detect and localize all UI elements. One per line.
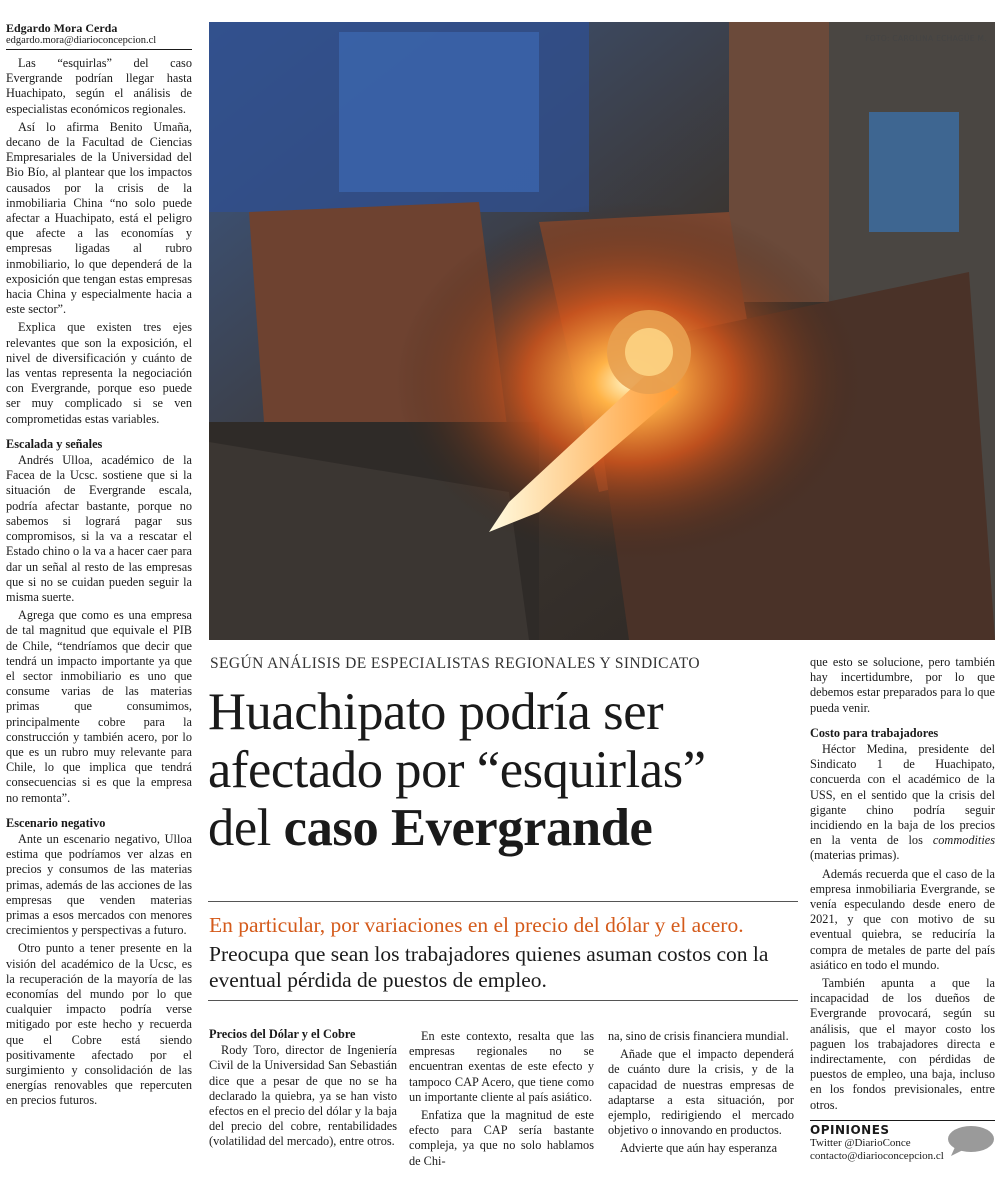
headline — [208, 683, 798, 857]
divider — [208, 901, 798, 902]
steel-mill-photo — [209, 22, 995, 640]
headline-line-3: del — [208, 799, 284, 857]
divider — [208, 1000, 798, 1001]
paragraph: Enfatiza que la magnitud de este efecto para CAP sería bastante compleja, ya que no solo hablamos de Chi- — [409, 1108, 594, 1168]
paragraph: También apunta a que la incapacidad de los dueños de Evergrande provocará, según su análisis, que el mayor costo los paguen los trabajadores directa e indirectamente, con pérdidas de puestos de empleo, una baja, incluso en los fondos previsionales, entre otros. — [810, 976, 995, 1112]
left-article-column — [6, 21, 192, 1112]
opinions-box — [810, 1120, 995, 1163]
opinions-twitter[interactable]: Twitter @DiarioConce — [810, 1137, 911, 1149]
paragraph: En este contexto, resalta que las empresas regionales no se encuentran exentas de este efecto y tampoco CAP Acero, que tiene como un importante cliente al país asiático. — [409, 1029, 594, 1104]
bottom-column-2 — [409, 1029, 594, 1172]
photo-credit: FOTO: CAROLINA ECHAGÜE M. — [865, 34, 987, 43]
bottom-column-3 — [608, 1029, 794, 1160]
paragraph: Explica que existen tres ejes relevantes que son la exposición, el nivel de diversificación y cuánto de las ventas representa la negociación con Evergrande, porque eso puede ser muy complicado si se ven comprometidas estas variables. — [6, 320, 192, 426]
paragraph-text: (materias primas). — [810, 848, 900, 863]
kicker: SEGÚN ANÁLISIS DE ESPECIALISTAS REGIONALES Y SINDICATO — [210, 655, 700, 672]
section-heading: Escalada y señales — [6, 436, 103, 451]
subhead-text: Preocupa que sean los trabajadores quienes asuman costos con la eventual pérdida de puestos de empleo. — [209, 942, 769, 992]
section-heading: Costo para trabajadores — [810, 725, 939, 740]
author-email[interactable]: edgardo.mora@diarioconcepcion.cl — [6, 35, 192, 50]
paragraph: Además recuerda que el caso de la empresa inmobiliaria Evergrande, se venía especulando desde enero de 2021, y que con motivo de su eventual quiebra, se reduciría la compra de metales de parte del país asiático en todo el mundo. — [810, 866, 995, 972]
paragraph: que esto se solucione, pero también hay incertidumbre, por lo que debemos estar preparados para lo que pueda venir. — [810, 655, 995, 715]
subhead-highlight: En particular, por variaciones en el precio del dólar y el acero. — [209, 913, 744, 937]
paragraph: Rody Toro, director de Ingeniería Civil de la Universidad San Sebastián dice que a pesar de que no se ha declarado la quiebra, ya se han visto efectos en el precio del dólar y la baja del precio del cobre, rentabilidades (volatilidad del mercado), entre otros. — [209, 1043, 397, 1149]
opinions-title: OPINIONES — [810, 1123, 890, 1137]
paragraph: Las “esquirlas” del caso Evergrande podrían llegar hasta Huachipato, según el análisis de especialistas económicos regionales. — [6, 56, 192, 116]
section-heading: Precios del Dólar y el Cobre — [209, 1027, 356, 1041]
paragraph: Andrés Ulloa, académico de la Facea de la Ucsc. sostiene que si la situación de Evergrande escala, podría afectar bastante, porque no sabemos si logrará pagar sus compromisos, si la va a rescatar el Estado chino o la va a hacer caer para dar un señal al resto de las empresas que si no se cuidan pueden seguir la misma suerte. — [6, 453, 192, 604]
headline-line-1: Huachipato podría ser — [208, 683, 664, 741]
bottom-column-1 — [209, 1027, 397, 1153]
author-name: Edgardo Mora Cerda — [6, 21, 118, 35]
paragraph: Advierte que aún hay esperanza — [620, 1141, 778, 1156]
opinions-email[interactable]: contacto@diarioconcepcion.cl — [810, 1150, 944, 1162]
speech-bubble-icon — [947, 1125, 995, 1157]
paragraph: Agrega que como es una empresa de tal magnitud que equivale el PIB de Chile, “tendríamos que decir que tendrá un impacto importante ya que el sector inmobiliario es uno que consume varias de las materias primas que consumimos, principalmente cobre para la construcción y también acero, por lo que es un rubro muy relevante para Chile, lo que implica que tendrá consecuencias si es que la empresa no remonta”. — [6, 608, 192, 805]
paragraph: Así lo afirma Benito Umaña, decano de la Facultad de Ciencias Empresariales de la Universidad del Bio Bío, al plantear que los impactos causados por la crisis de la inmobiliaria China “no solo puede afectar a Huachipato, está el peligro que afecte a las economías y empresas ligadas al rubro inmobiliario, lo que dependerá de la exposición que tengan estas empresas hacia China y especialmente hacia a este sector”. — [6, 119, 192, 317]
paragraph: Añade que el impacto dependerá de cuánto dure la crisis, y de la capacidad de nuestras empresas de adaptarse a esta situación, por ejemplo, redirigiendo el mercado objetivo o innovando en productos. — [608, 1047, 794, 1138]
paragraph — [810, 742, 995, 864]
section-heading: Escenario negativo — [6, 815, 106, 830]
headline-line-2: afectado por “esquirlas” — [208, 741, 706, 799]
steel-mill-illustration — [209, 22, 995, 640]
italic-term: commodities — [932, 833, 995, 848]
right-article-column — [810, 655, 995, 1116]
headline-bold: caso Evergrande — [283, 799, 653, 857]
paragraph: Otro punto a tener presente en la visión del académico de la Ucsc, es la recuperación de la mayoría de las economías del mundo por lo que cualquier impacto podría verse mitigado por este hecho y recuerda que el Cobre está siendo positivamente afectado por el surgimiento y consolidación de las energías renovables que repercuten en precios futuros. — [6, 941, 192, 1108]
paragraph: na, sino de crisis financiera mundial. — [608, 1029, 789, 1043]
paragraph-text: Héctor Medina, presidente del Sindicato 1 de Huachipato, concuerda con el académico de la USS, en el sentido que la crisis del gigante chino podría seguir incidiendo en la baja de los precios en la venta de los — [810, 742, 995, 848]
paragraph: Ante un escenario negativo, Ulloa estima que podríamos ver alzas en precios y consumos de las materias primas, además de las acciones de las empresas que venden materias primas a esos mercados con menores crecimientos y perspectivas a futuro. — [6, 831, 192, 938]
